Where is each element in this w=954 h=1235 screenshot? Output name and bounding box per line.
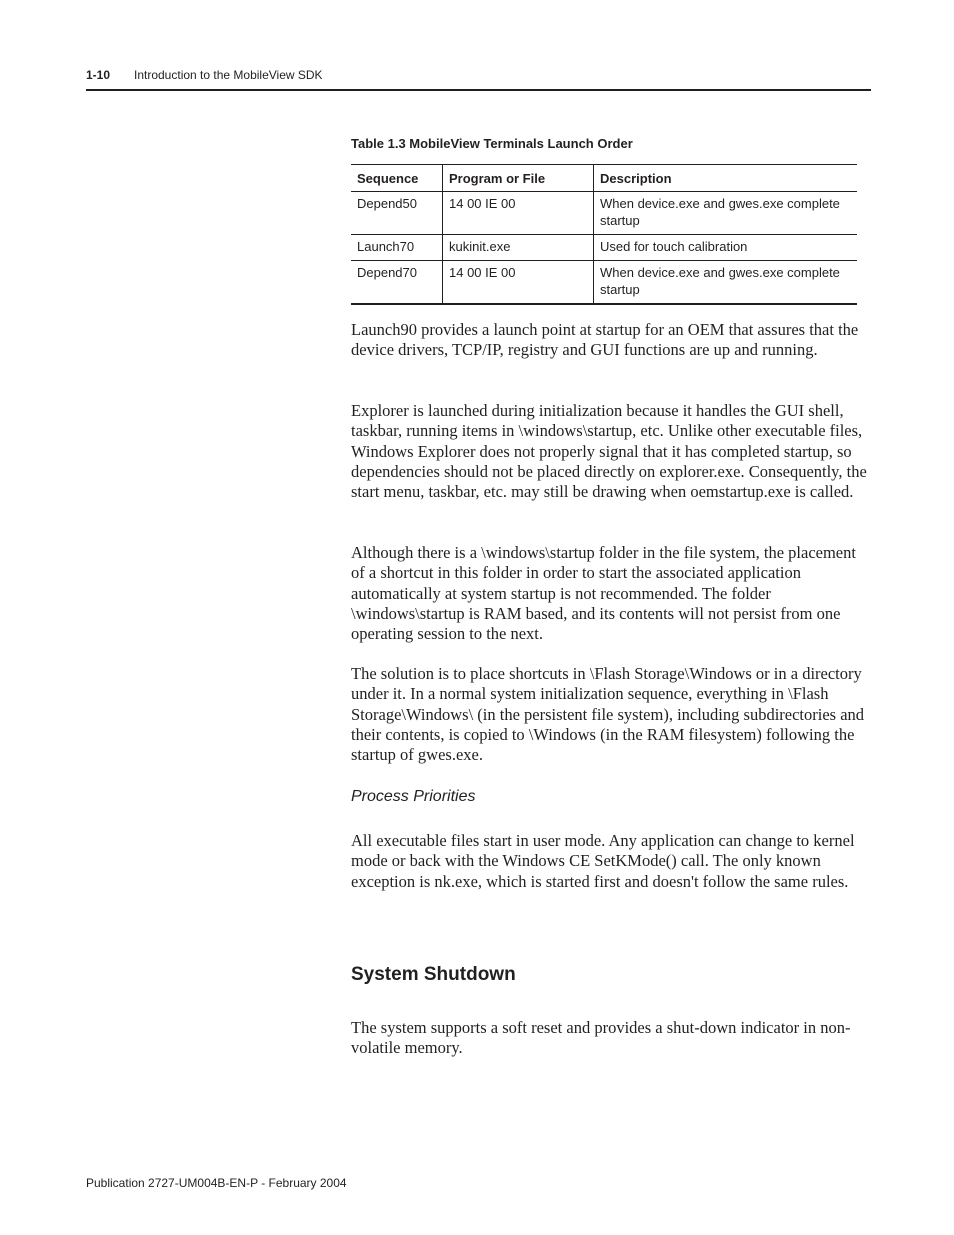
paragraph-launch90: Launch90 provides a launch point at startup for an OEM that assures that the device drivers, TCP/IP, registry and GUI functions are up and running.: [351, 320, 859, 360]
cell-sequence: Depend50: [351, 192, 443, 235]
page-footer: Publication 2727-UM004B-EN-P - February 2004: [86, 1176, 347, 1190]
column-header-program: Program or File: [443, 165, 594, 192]
cell-program: 14 00 IE 00: [443, 192, 594, 235]
cell-sequence: Launch70: [351, 235, 443, 261]
subheading-process-priorities: Process Priorities: [351, 788, 476, 805]
paragraph-solution: The solution is to place shortcuts in \Flash Storage\Windows or in a directory under it. In a normal system initialization sequence, everything in \Flash Storage\Windows\ (in the persistent file system), including subdirectories and their contents, is copied to \Windows (in the RAM filesystem) following the startup of gwes.exe.: [351, 664, 865, 765]
cell-description: When device.exe and gwes.exe complete startup: [594, 261, 858, 305]
cell-sequence: Depend70: [351, 261, 443, 305]
header-rule: [86, 89, 871, 91]
launch-order-table: [351, 164, 857, 305]
table-row: [351, 235, 857, 261]
table-header-row: [351, 165, 857, 192]
table-caption: Table 1.3 MobileView Terminals Launch Order: [351, 136, 633, 151]
cell-description: When device.exe and gwes.exe complete startup: [594, 192, 858, 235]
table-row: [351, 261, 857, 305]
chapter-title: Introduction to the MobileView SDK: [134, 68, 323, 82]
cell-description: Used for touch calibration: [594, 235, 858, 261]
page-header: [86, 66, 871, 88]
column-header-sequence: Sequence: [351, 165, 443, 192]
paragraph-soft-reset: The system supports a soft reset and provides a shut-down indicator in non-volatile memory.: [351, 1018, 851, 1058]
column-header-description: Description: [594, 165, 858, 192]
paragraph-startup-folder: Although there is a \windows\startup folder in the file system, the placement of a shortcut in this folder in order to start the associated application automatically at system startup is not recommended. The folder \windows\startup is RAM based, and its contents will not persist from one operating session to the next.: [351, 543, 856, 644]
paragraph-user-mode: All executable files start in user mode. Any application can change to kernel mode or back with the Windows CE SetKMode() call. The only known exception is nk.exe, which is started first and doesn't follow the same rules.: [351, 831, 855, 891]
cell-program: kukinit.exe: [443, 235, 594, 261]
cell-program: 14 00 IE 00: [443, 261, 594, 305]
page-number: 1-10: [86, 68, 111, 82]
paragraph-explorer: Explorer is launched during initialization because it handles the GUI shell, taskbar, running items in \windows\startup, etc. Unlike other executable files, Windows Explorer does not properly signal that it has completed startup, so dependencies should not be placed directly on explorer.exe. Consequently, the start menu, taskbar, etc. may still be drawing when oemstartup.exe is called.: [351, 401, 867, 502]
section-heading-system-shutdown: System Shutdown: [351, 964, 516, 985]
table-row: [351, 192, 857, 235]
